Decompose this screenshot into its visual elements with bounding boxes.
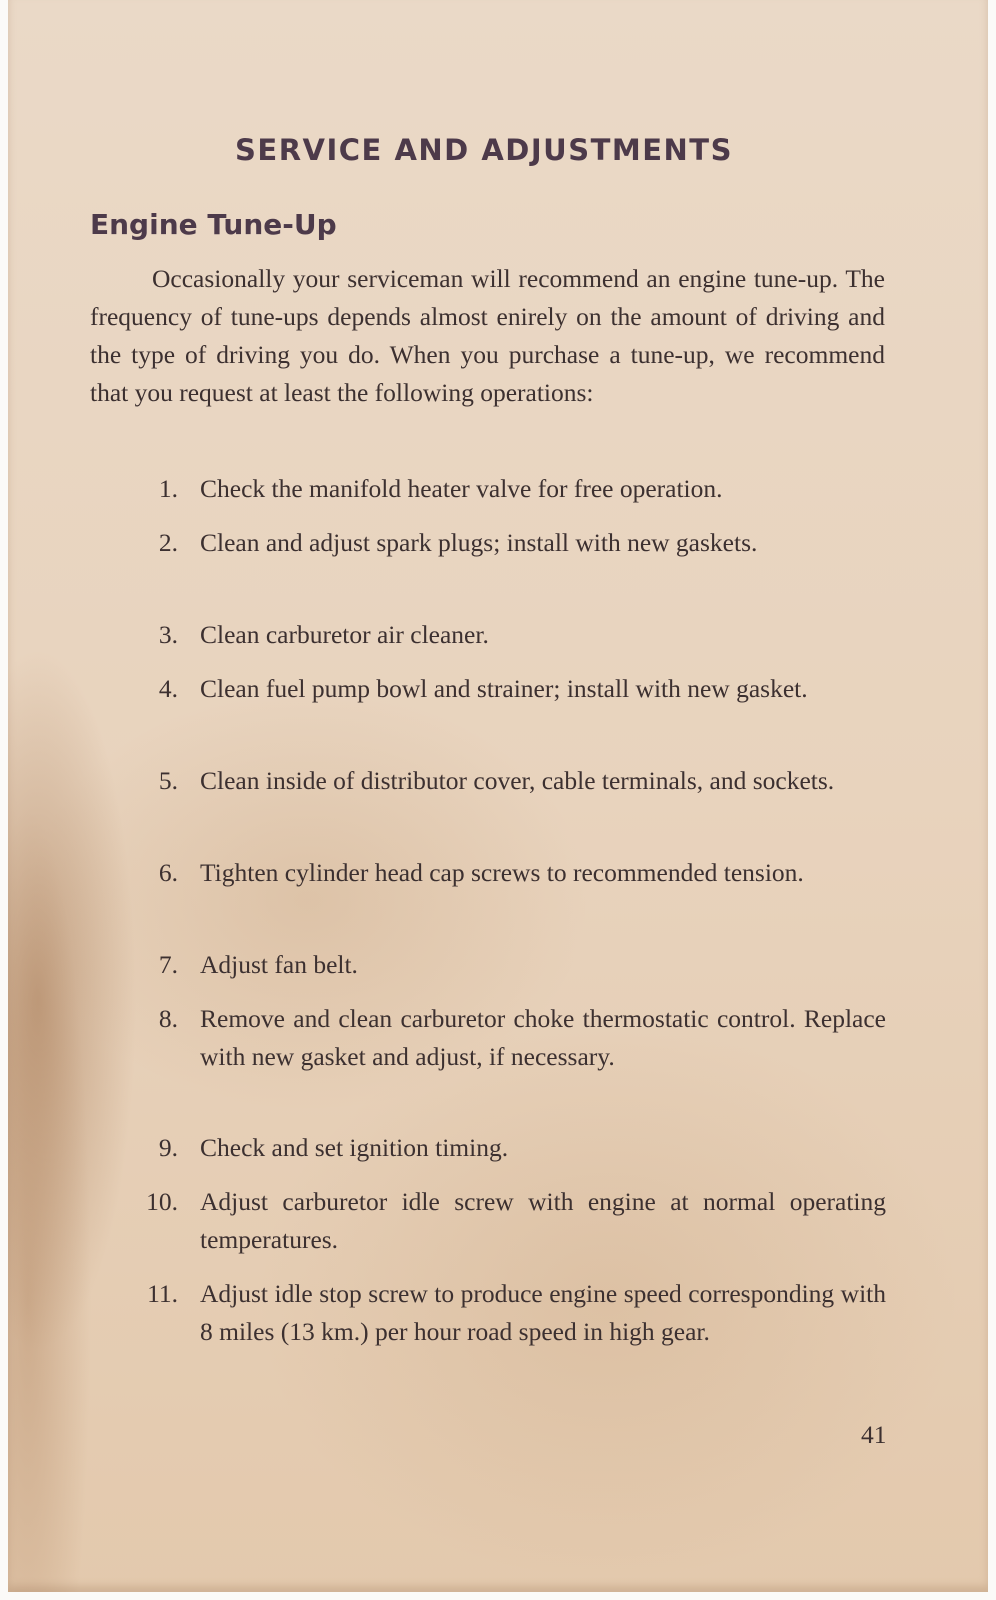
- page: [8, 0, 988, 1592]
- item-number: 8.: [158, 1004, 178, 1033]
- item-number: 6.: [158, 858, 178, 887]
- item-text: Check the manifold heater valve for free operation.: [200, 474, 723, 503]
- item-number: 9.: [158, 1133, 178, 1162]
- item-text: Remove and clean carburetor choke thermostatic control. Replace with new gasket and adjust, if necessary.: [200, 1004, 886, 1071]
- item-number: 4.: [158, 674, 178, 703]
- item-text: Clean inside of distributor cover, cable terminals, and sockets.: [200, 766, 835, 795]
- item-number: 10.: [146, 1187, 178, 1216]
- item-text: Tighten cylinder head cap screws to recommended tension.: [200, 858, 804, 887]
- item-number: 1.: [158, 474, 178, 503]
- page-number: 41: [861, 1420, 887, 1449]
- item-number: 5.: [158, 766, 178, 795]
- item-text: Clean fuel pump bowl and strainer; install with new gasket.: [200, 674, 808, 703]
- item-text: Adjust idle stop screw to produce engine speed corresponding with 8 miles (13 km.) per hour road speed in high gear.: [200, 1279, 886, 1346]
- item-text: Adjust fan belt.: [200, 950, 358, 979]
- intro-paragraph: Occasionally your serviceman will recommend an engine tune-up. The frequency of tune-ups depends almost enirely on the amount of driving and the type of driving you do. When you purchase a tune-up, we recommend that you request at least the following operations:: [90, 264, 885, 407]
- item-number: 11.: [147, 1279, 178, 1308]
- page-title: SERVICE AND ADJUSTMENTS: [235, 133, 733, 167]
- item-text: Clean carburetor air cleaner.: [200, 620, 489, 649]
- item-number: 3.: [158, 620, 178, 649]
- item-text: Adjust carburetor idle screw with engine at normal operating temperatures.: [200, 1187, 886, 1254]
- section-heading: Engine Tune-Up: [90, 208, 337, 241]
- item-text: Check and set ignition timing.: [200, 1133, 509, 1162]
- item-text: Clean and adjust spark plugs; install with new gaskets.: [200, 528, 758, 557]
- item-number: 7.: [158, 950, 178, 979]
- item-number: 2.: [158, 528, 178, 557]
